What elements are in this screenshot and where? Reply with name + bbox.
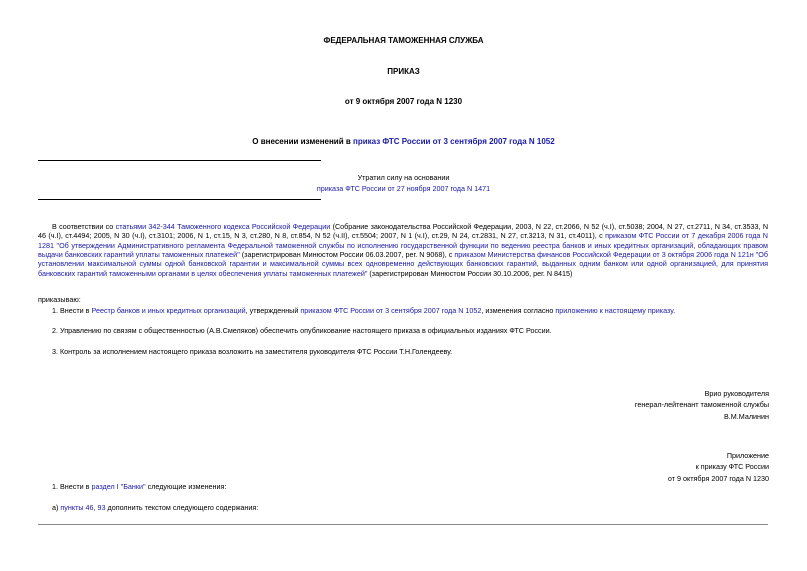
signature-name: В.М.Малинин (723, 411, 769, 421)
appendix-item-1 (38, 482, 768, 491)
expired-line: Утратил силу на основании (357, 173, 450, 182)
order-item-2: 2. Управлению по связям с общественностью (А.В.Смеляков) обеспечить опубликование настоящего приказа в официальных изданиях ФТС России. (52, 326, 552, 335)
preamble-text-3: (зарегистрирован Минюстом России 06.03.2007, рег. N 9068), с (239, 250, 455, 260)
order-item-1 (38, 306, 768, 315)
divider-top (38, 160, 321, 161)
app-item1-text-2: следующие изменения: (145, 482, 227, 491)
expired-link[interactable]: приказа ФТС России от 27 ноября 2007 года N 1471 (316, 184, 491, 194)
app-item1-text-1: 1. Внести в (52, 482, 92, 491)
item1-text-2: , утвержденный (245, 306, 301, 315)
app-item-a-text-2: дополнить текстом следующего содержания: (105, 503, 259, 512)
preamble-text-2: (Собрание законодательства Российской Федерации, 2003, N 22, ст.2066, N 52 (ч.I), ст.5038; 2004, N 27, ст.2711, N 34, ст.3533, N 46 (ч.I), ст.4494; 2005, N 30 (ч.I), ст.3101; 2006, N 1, ст.15, N 3, ст.280, N 8, ст.854, N 52 (ч.II), ст.5504; 2007, N 1 (ч.I), ст.29, N 24, ст.2831, N 27, ст.3213, N 31, ст.4011), с (38, 222, 769, 241)
appendix-item-a (38, 503, 768, 512)
order-item-3: 3. Контроль за исполнением настоящего приказа возложить на заместителя руководителя ФТС России Т.Н.Голендееву. (52, 347, 453, 356)
order-1281-link[interactable]: приказом ФТС России от 7 декабря 2006 года N 1281 "Об утверждении Административного регламента Федеральной таможенной службы по исполнению государственной функции по ведению реестра банков и иных кредитных организаций, обладающих правом выдачи банковских гарантий уплаты таможенных платежей" (38, 231, 768, 260)
document-date-number: от 9 октября 2007 года N 1230 (344, 97, 463, 106)
item1-text-4: . (673, 306, 676, 315)
item1-text-1: 1. Внести в (52, 306, 92, 315)
appendix-ref: к приказу ФТС России (695, 462, 769, 472)
bottom-divider (38, 524, 768, 525)
appendix-title: Приложение (726, 451, 769, 460)
app-item-a-text-1: а) (52, 503, 61, 512)
preamble-text-4: (зарегистрирован Минюстом России 30.10.2006, рег. N 8415) (367, 268, 573, 278)
signature-rank: генерал-лейтенант таможенной службы (634, 400, 769, 410)
document-subject (0, 137, 807, 147)
expired-notice (0, 173, 807, 194)
divider-bottom (38, 199, 321, 200)
points-46-93-link[interactable]: пункты 46, 93 (60, 503, 106, 512)
subject-prefix: О внесении изменений в (252, 137, 353, 146)
document-type: ПРИКАЗ (387, 67, 420, 76)
section-banks-link[interactable]: раздел I "Банки" (91, 482, 146, 491)
appendix-header (668, 451, 769, 483)
organization-title: ФЕДЕРАЛЬНАЯ ТАМОЖЕННАЯ СЛУЖБА (323, 36, 484, 45)
item1-text-3: , изменения согласно (481, 306, 556, 315)
signature-title: Врио руководителя (704, 389, 769, 398)
order-1052-link[interactable]: приказом ФТС России от 3 сентября 2007 года N 1052 (300, 306, 482, 315)
preamble-text-1: В соответствии со (52, 222, 116, 231)
bank-registry-link[interactable]: Реестр банков и иных кредитных организаций (91, 306, 246, 315)
customs-code-link[interactable]: статьями 342-344 Таможенного кодекса Российской Федерации (115, 222, 331, 231)
appendix-date: от 9 октября 2007 года N 1230 (667, 473, 769, 483)
appendix-link[interactable]: приложению к настоящему приказу (555, 306, 674, 315)
signature-block (635, 389, 769, 421)
order-word: приказываю: (38, 295, 81, 304)
subject-link[interactable]: приказ ФТС России от 3 сентября 2007 года N 1052 (353, 137, 555, 146)
preamble-paragraph (38, 222, 768, 278)
minfin-order-link[interactable]: приказом Министерства финансов Российской Федерации от 3 октября 2006 года N 121н "Об установлении максимальной суммы одной банковской гарантии и максимальной суммы всех одновременно действующих банковских гарантий, выданных одним банком или одной организацией, для принятия банковских гарантий таможенными органами в целях обеспечения уплаты таможенных платежей" (38, 250, 768, 278)
